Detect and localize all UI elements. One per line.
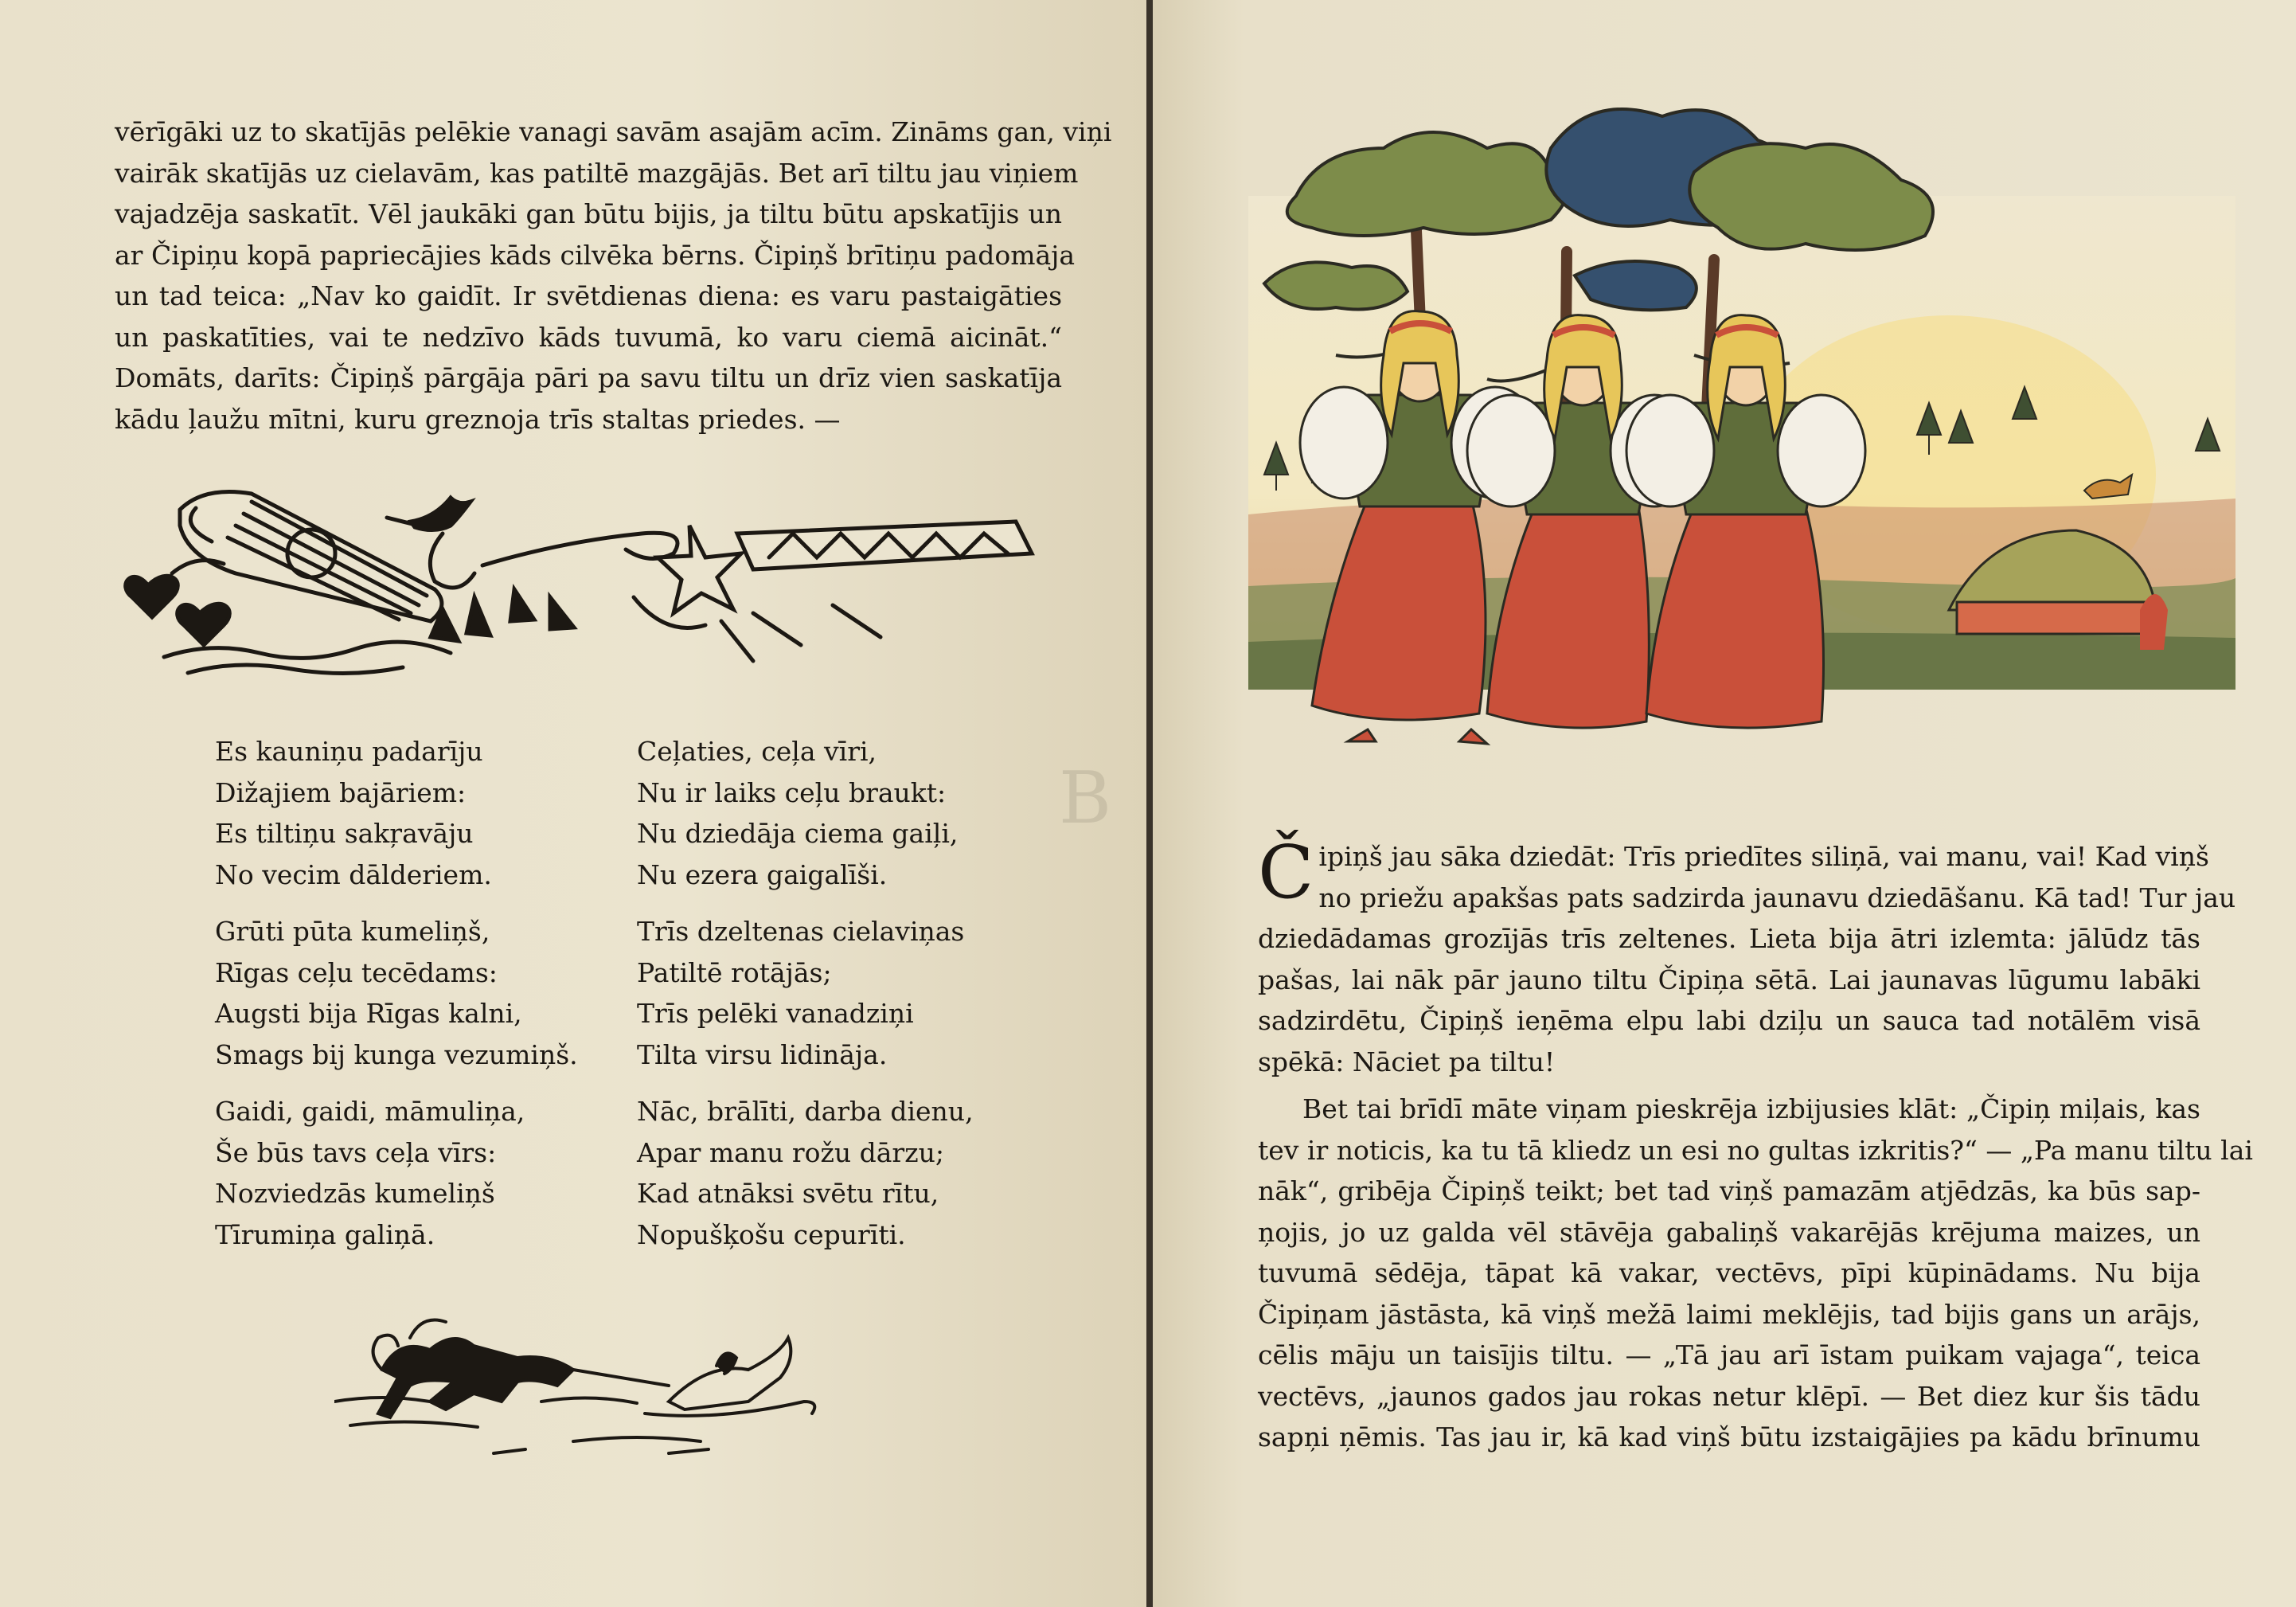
prose-line: dziedādamas grozījās trīs zeltenes. Lieta bija ātri izlemta: jālūdz tās bbox=[1258, 923, 2200, 954]
poem-line: Trīs dzeltenas cielaviņas bbox=[637, 916, 965, 947]
folk-ornament bbox=[116, 478, 1056, 677]
drop-cap: Č bbox=[1258, 830, 1314, 915]
prose-line: un paskatīties, vai te nedzīvo kāds tuvumā, ko varu ciemā aicināt.“ bbox=[115, 321, 1062, 353]
poem-line: Apar manu rožu dārzu; bbox=[637, 1136, 944, 1168]
poem-line: Smags bij kunga vezumiņš. bbox=[215, 1038, 578, 1070]
prose-line: tuvumā sēdēja, tāpat kā vakar, vectēvs, pīpi kūpinādams. Nu bija bbox=[1258, 1257, 2200, 1288]
prose-line: ar Čipiņu kopā papriecājies kāds cilvēka bērns. Čipiņš brītiņu padomāja bbox=[115, 239, 1076, 271]
poem-stanza bbox=[215, 911, 578, 1075]
prose-line: Domāts, darīts: Čipiņš pārgāja pāri pa savu tiltu un drīz vien saskatīja bbox=[115, 362, 1062, 393]
poem-line: Nozviedzās kumeliņš bbox=[215, 1178, 495, 1209]
poem-line: Tīrumiņa galiņā. bbox=[215, 1218, 435, 1250]
right-prose bbox=[1258, 830, 2253, 1458]
poem-line: No vecim dālderiem. bbox=[215, 858, 492, 890]
poem-line: Kad atnāksi svētu rītu, bbox=[637, 1178, 939, 1209]
prose-line: Bet tai brīdī māte viņam pieskrēja izbijusies klāt: „Čipiņ miļais, kas bbox=[1302, 1093, 2200, 1124]
three-maidens-illustration bbox=[1248, 100, 2235, 753]
prose-line: sapņi ņēmis. Tas jau ir, kā kad viņš būtu izstaigājies pa kādu brīnumu bbox=[1258, 1421, 2200, 1453]
poem-line: Patiltē rotājās; bbox=[637, 956, 832, 988]
poem-line: Nu dziedāja ciema gaiļi, bbox=[637, 818, 959, 849]
kokle-ornament-icon bbox=[172, 492, 442, 622]
prose-line: vērīgāki uz to skatījās pelēkie vanagi savām asajām acīm. Zināms gan, viņi bbox=[115, 116, 1112, 147]
poem-line: Dižajiem bajāriem: bbox=[215, 776, 467, 808]
poem-line: Augsti bija Rīgas kalni, bbox=[215, 998, 522, 1029]
prose-line: un tad teica: „Nav ko gaidīt. Ir svētdienas diena: es varu pastaigāties bbox=[115, 280, 1062, 311]
poem-column-right bbox=[637, 731, 974, 1271]
prose-line: ipiņš jau sāka dziedāt: Trīs priedītes siliņā, vai manu, vai! Kad viņš bbox=[1318, 841, 2209, 872]
star-icon bbox=[658, 526, 741, 613]
poem-stanza bbox=[215, 731, 578, 895]
poem-stanza bbox=[637, 1091, 974, 1255]
poem-line: Es tiltiņu sakŗavāju bbox=[215, 818, 474, 849]
poem-line: Ceļaties, ceļa vīri, bbox=[637, 736, 877, 767]
paragraph bbox=[1258, 830, 2236, 1082]
paragraph bbox=[1258, 1089, 2253, 1458]
poem-line: Gaidi, gaidi, māmuliņa, bbox=[215, 1096, 525, 1127]
prose-line: tev ir noticis, ka tu tā kliedz un esi no gultas izkritis?“ — „Pa manu tiltu lai bbox=[1258, 1134, 2253, 1166]
horse-sleigh-icon bbox=[334, 1282, 844, 1465]
poem-line: Rīgas ceļu tecēdams: bbox=[215, 956, 498, 988]
poem-line: Es kauniņu padarīju bbox=[215, 736, 483, 767]
poem-line: Nu ir laiks ceļu braukt: bbox=[637, 776, 947, 808]
show-through-mark: B bbox=[1059, 757, 1112, 840]
prose-line: spēkā: Nāciet pa tiltu! bbox=[1258, 1046, 1556, 1077]
prose-line: pašas, lai nāk pār jauno tiltu Čipiņa sētā. Lai jaunavas lūgumu labāki bbox=[1258, 964, 2200, 995]
prose-line: no priežu apakšas pats sadzirda jaunavu dziedāšanu. Kā tad! Tur jau bbox=[1318, 882, 2236, 913]
prose-line: kādu ļaužu mītni, kuru greznoja trīs staltas priedes. — bbox=[115, 403, 841, 435]
poem-line: Nāc, brālīti, darba dienu, bbox=[637, 1096, 974, 1127]
bird-icon bbox=[387, 498, 471, 530]
right-page bbox=[1153, 0, 2296, 1607]
poem-stanza bbox=[637, 911, 974, 1075]
prose-line: nāk“, gribēja Čipiņš teikt; bet tad viņš pamazām atjēdzās, ka būs sap- bbox=[1258, 1175, 2200, 1206]
poem-stanza bbox=[637, 731, 974, 895]
left-page bbox=[0, 0, 1146, 1607]
poem-line: Nopušķošu cepurīti. bbox=[637, 1218, 906, 1250]
prose-line: Čipiņam jāstāsta, kā viņš mežā laimi meklējis, tad bijis gans un arājs, bbox=[1258, 1298, 2200, 1330]
poem-column-left bbox=[215, 731, 578, 1271]
left-prose bbox=[115, 111, 1112, 440]
poem-line: Trīs pelēki vanadziņi bbox=[637, 998, 914, 1029]
prose-line: vajadzēja saskatīt. Vēl jaukāki gan būtu bijis, ja tiltu būtu apskatījis un bbox=[115, 198, 1062, 229]
poem-line: Še būs tavs ceļa vīrs: bbox=[215, 1136, 497, 1168]
prose-line: vairāk skatījās uz cielavām, kas patiltē mazgājās. Bet arī tiltu jau viņiem bbox=[115, 157, 1079, 189]
heart-icon bbox=[126, 576, 230, 645]
book-gutter bbox=[1146, 0, 1153, 1607]
poem-line: Grūti pūta kumeliņš, bbox=[215, 916, 490, 947]
poem-line: Nu ezera gaigalīši. bbox=[637, 858, 888, 890]
poem-line: Tilta virsu lidināja. bbox=[637, 1038, 888, 1070]
prose-line: sadzirdētu, Čipiņš ieņēma elpu labi dziļu un sauca tad notālēm visā bbox=[1258, 1005, 2200, 1036]
prose-line: ņojis, jo uz galda vēl stāvēja gabaliņš vakarējās krējuma maizes, un bbox=[1258, 1216, 2200, 1248]
prose-line: vectēvs, „jaunos gados jau rokas netur klēpī. — Bet diez kur šis tādu bbox=[1258, 1380, 2200, 1412]
prose-line: cēlis māju un taisījis tiltu. — „Tā jau arī īstam puikam vajaga“, teica bbox=[1258, 1339, 2200, 1370]
poem-stanza bbox=[215, 1091, 578, 1255]
